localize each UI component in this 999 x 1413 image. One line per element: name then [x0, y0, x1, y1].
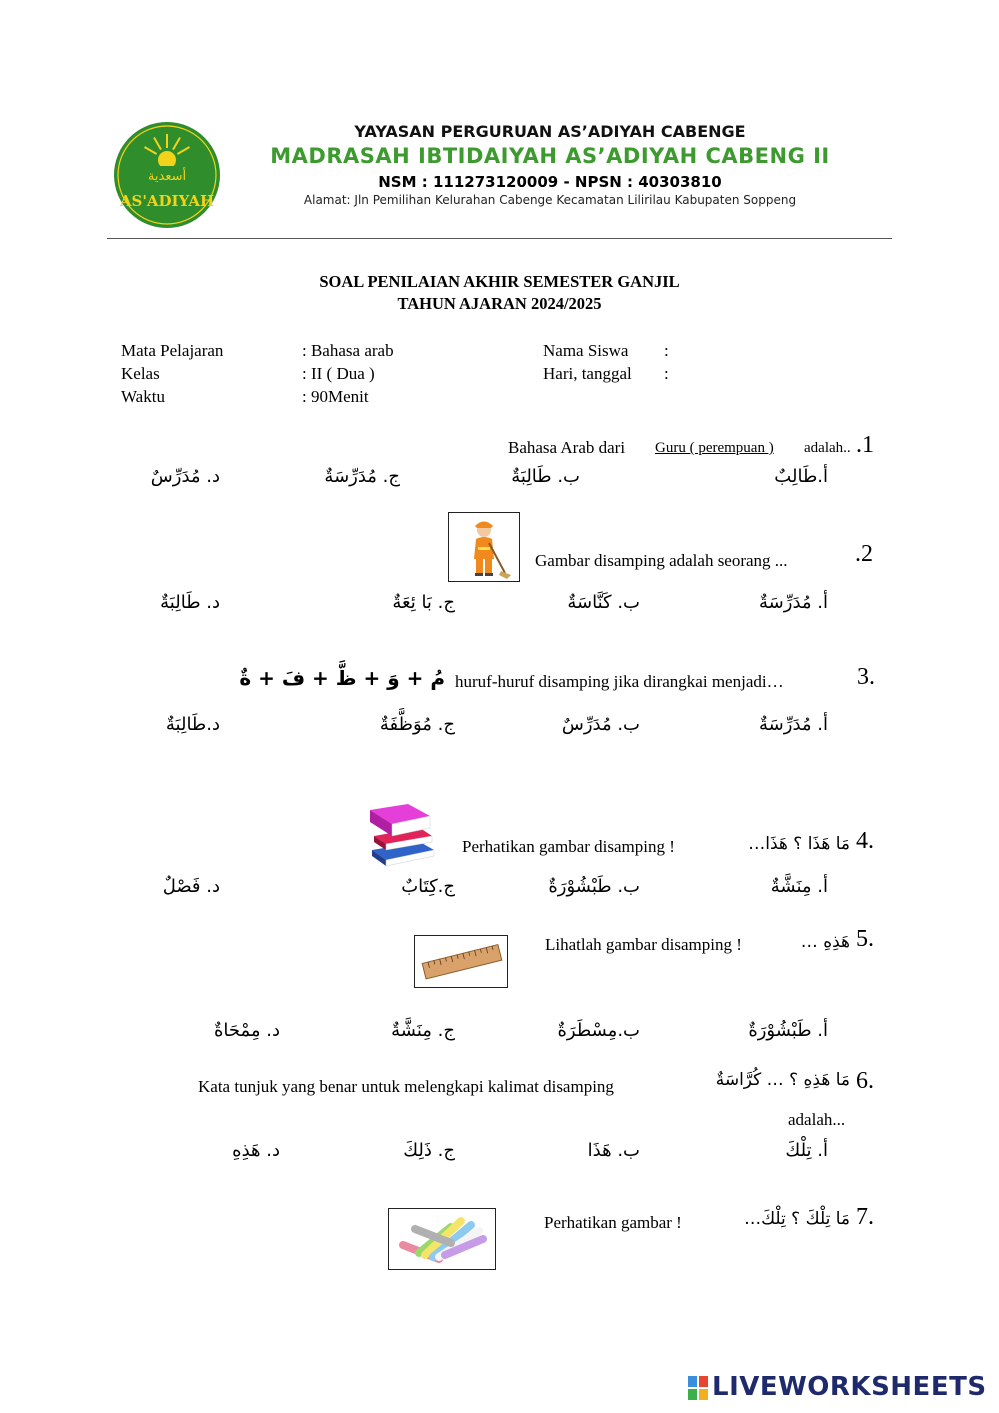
question-6-number: 6. [856, 1068, 874, 1094]
question-3-option-b[interactable]: ب. مُدَرِّسٌ [561, 714, 640, 735]
question-1-option-a[interactable]: أ.طَالِبٌ [774, 466, 828, 487]
question-5-option-a[interactable]: أ. طَبْشُوْرَةٌ [748, 1020, 828, 1041]
time-value: : 90Menit [302, 387, 369, 406]
class-value: : II ( Dua ) [302, 364, 375, 383]
question-5-option-d[interactable]: د. مِمْحَاةٌ [213, 1020, 280, 1041]
question-5-option-b[interactable]: ب.مِسْطَرَةٌ [557, 1020, 640, 1041]
question-1-option-d[interactable]: د. مُدَرِّسٌ [150, 466, 220, 487]
logo-arabic-text: أسعدية [147, 169, 187, 184]
question-4-option-b[interactable]: ب. طَبْشُوْرَةٌ [548, 876, 640, 897]
question-1-suffix: adalah.. [804, 440, 851, 456]
logo-text: AS'ADIYAH [119, 192, 215, 210]
liveworksheets-watermark[interactable]: LIVEWORKSHEETS [712, 1372, 987, 1402]
foundation-name: YAYASAN PERGURUAN AS’ADIYAH CABENGE [354, 122, 746, 141]
question-2-option-c[interactable]: ج. بَا ئِعَةٌ [392, 592, 455, 613]
question-2-number: .2 [855, 541, 873, 567]
question-2-option-d[interactable]: د. طَالِبَةٌ [160, 592, 220, 613]
question-2-option-a[interactable]: أ. مُدَرِّسَةٌ [759, 592, 828, 613]
question-1-prefix: Bahasa Arab dari [508, 438, 626, 457]
question-6-text: Kata tunjuk yang benar untuk melengkapi kalimat disamping [198, 1077, 614, 1096]
question-5-arabic: هَذِهِ … [800, 932, 850, 952]
school-name: MADRASAH IBTIDAIYAH AS’ADIYAH CABENG II [270, 144, 830, 168]
question-4-option-a[interactable]: أ. مِنَشَّةٌ [770, 876, 828, 897]
sweeper-icon [448, 512, 520, 582]
question-3-option-c[interactable]: ج. مُوَظَّفَةٌ [379, 714, 455, 735]
question-5-option-c[interactable]: ج. مِنَشَّةٌ [391, 1020, 455, 1041]
question-3-text: huruf-huruf disamping jika dirangkai menjadi… [455, 672, 784, 691]
chalk-icon [388, 1208, 496, 1270]
student-name-label: Nama Siswa [543, 341, 629, 360]
question-1-option-b[interactable]: ب. طَالِبَةٌ [511, 466, 580, 487]
question-5-text: Lihatlah gambar disamping ! [545, 935, 742, 954]
question-6-continuation: adalah... [788, 1110, 846, 1129]
student-name-field[interactable]: : [664, 341, 669, 360]
ruler-icon [414, 935, 508, 988]
exam-title: SOAL PENILAIAN AKHIR SEMESTER GANJIL [319, 272, 680, 291]
class-label: Kelas [121, 364, 160, 383]
question-7-text: Perhatikan gambar ! [544, 1213, 682, 1232]
header-divider [107, 238, 892, 239]
question-6-option-a[interactable]: أ. تِلْكَ [785, 1140, 828, 1161]
liveworksheets-icon [688, 1376, 708, 1400]
question-4-arabic: مَا هَذَا ؟ هَذَا… [748, 834, 850, 854]
question-2-option-b[interactable]: ب. كَنَّاسَةٌ [567, 592, 640, 613]
time-label: Waktu [121, 387, 165, 406]
question-3-number: 3. [857, 664, 875, 690]
question-5-number: 5. [856, 926, 874, 952]
question-1-number: .1 [856, 432, 874, 458]
question-6-option-c[interactable]: ج. ذَلِكَ [403, 1140, 455, 1161]
question-4-text: Perhatikan gambar disamping ! [462, 837, 675, 856]
academic-year: TAHUN AJARAN 2024/2025 [397, 294, 602, 313]
books-icon [368, 802, 438, 868]
question-6-option-d[interactable]: د. هَذِهِ [232, 1140, 280, 1161]
question-7-number: 7. [856, 1204, 874, 1230]
date-label: Hari, tanggal [543, 364, 632, 383]
question-3-option-a[interactable]: أ. مُدَرِّسَةٌ [759, 714, 828, 735]
school-ids: NSM : 111273120009 - NPSN : 40303810 [378, 173, 722, 191]
question-6-option-b[interactable]: ب. هَذَا [587, 1140, 640, 1161]
date-field[interactable]: : [664, 364, 669, 383]
school-address: Alamat: Jln Pemilihan Kelurahan Cabenge Kecamatan Lilirilau Kabupaten Soppeng [303, 193, 797, 207]
question-1-keyword: Guru ( perempuan ) [655, 440, 774, 456]
question-7-arabic: مَا تِلْكَ ؟ تِلْكَ… [744, 1209, 850, 1229]
question-4-option-c[interactable]: ج.كِتَابٌ [401, 876, 455, 897]
question-4-option-d[interactable]: د. فَصْلٌ [162, 876, 220, 897]
question-4-number: 4. [856, 828, 874, 854]
subject-label: Mata Pelajaran [121, 341, 224, 360]
question-3-option-d[interactable]: د.طَالِبَةٌ [165, 714, 220, 735]
question-2-text: Gambar disamping adalah seorang ... [535, 551, 788, 570]
subject-value: : Bahasa arab [302, 341, 394, 360]
question-3-letters: مُ + وَ + ظَّ + فَ + ةٌ [239, 666, 445, 690]
question-1-option-c[interactable]: ج. مُدَرِّسَةٌ [324, 466, 400, 487]
question-6-arabic: مَا هَذِهِ ؟ … كُرَّاسَةٌ [715, 1070, 850, 1090]
